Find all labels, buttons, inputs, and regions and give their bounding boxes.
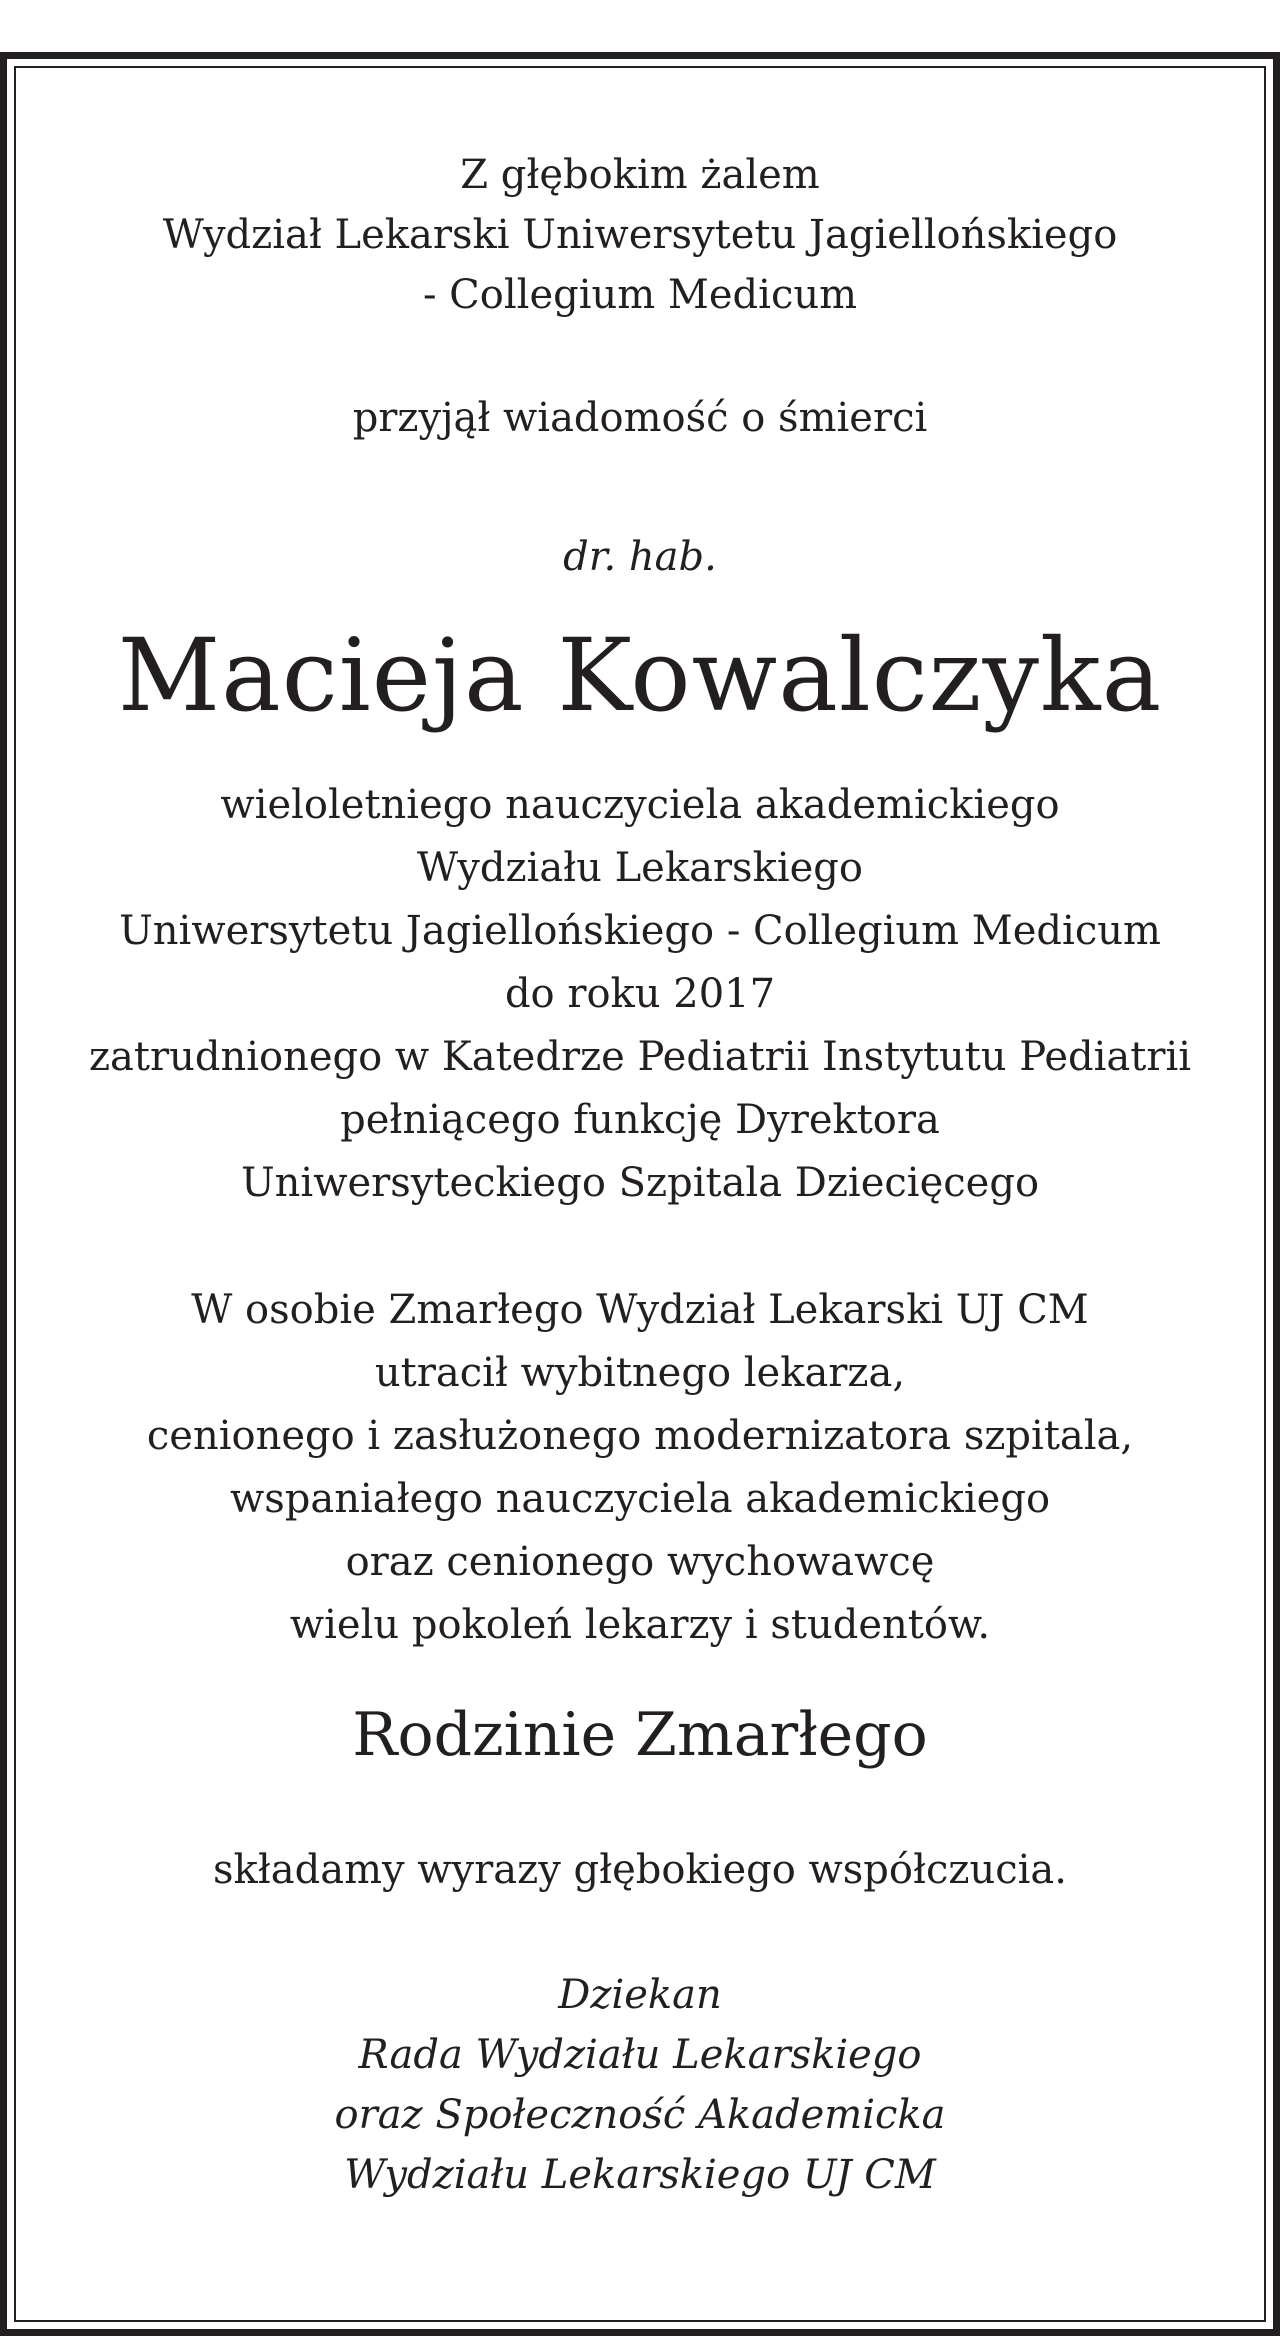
career-line: zatrudnionego w Katedrze Pediatrii Instytutu Pediatrii	[88, 1034, 1192, 1080]
tribute-paragraph	[20, 1279, 1260, 1657]
career-line: wieloletniego nauczyciela akademickiego	[220, 782, 1060, 828]
tribute-line: wspaniałego nauczyciela akademickiego	[229, 1476, 1051, 1522]
obituary-notice	[20, 66, 1260, 2205]
signatories-block	[20, 1965, 1260, 2205]
signatory-line: oraz Społeczność Akademicka	[334, 2092, 946, 2138]
lead-line: Wydział Lekarski Uniwersytetu Jagiellońskiego	[162, 212, 1118, 258]
academic-title: dr. hab.	[563, 534, 717, 580]
career-paragraph	[20, 774, 1260, 1215]
received-news-paragraph	[20, 388, 1260, 448]
academic-title-paragraph	[20, 527, 1260, 587]
career-line: do roku 2017	[504, 971, 776, 1017]
tribute-line: cenionego i zasłużonego modernizatora szpitala,	[146, 1413, 1134, 1459]
family-heading: Rodzinie Zmarłego	[352, 1700, 928, 1770]
tribute-line: utracił wybitnego lekarza,	[374, 1350, 906, 1396]
tribute-line: oraz cenionego wychowawcę	[345, 1539, 935, 1585]
signatory-line: Wydziału Lekarskiego UJ CM	[344, 2152, 936, 2198]
deceased-name: Macieja Kowalczyka	[117, 617, 1163, 734]
signatory-line: Rada Wydziału Lekarskiego	[358, 2032, 922, 2078]
career-line: pełniącego funkcję Dyrektora	[340, 1097, 940, 1143]
career-line: Uniwersyteckiego Szpitala Dziecięcego	[240, 1160, 1040, 1206]
tribute-line: W osobie Zmarłego Wydział Lekarski UJ CM	[191, 1287, 1089, 1333]
lead-paragraph	[20, 145, 1260, 325]
lead-line: - Collegium Medicum	[422, 272, 858, 318]
lead-line: Z głębokim żalem	[460, 152, 820, 198]
career-line: Wydziału Lekarskiego	[417, 845, 863, 891]
received-news-text: przyjął wiadomość o śmierci	[352, 395, 928, 441]
career-line: Uniwersytetu Jagiellońskiego - Collegium Medicum	[119, 908, 1161, 954]
signatory-line: Dziekan	[558, 1972, 722, 2018]
tribute-line: wielu pokoleń lekarzy i studentów.	[289, 1602, 991, 1648]
condolence-text: składamy wyrazy głębokiego współczucia.	[213, 1847, 1067, 1893]
condolence-paragraph	[20, 1840, 1260, 1900]
